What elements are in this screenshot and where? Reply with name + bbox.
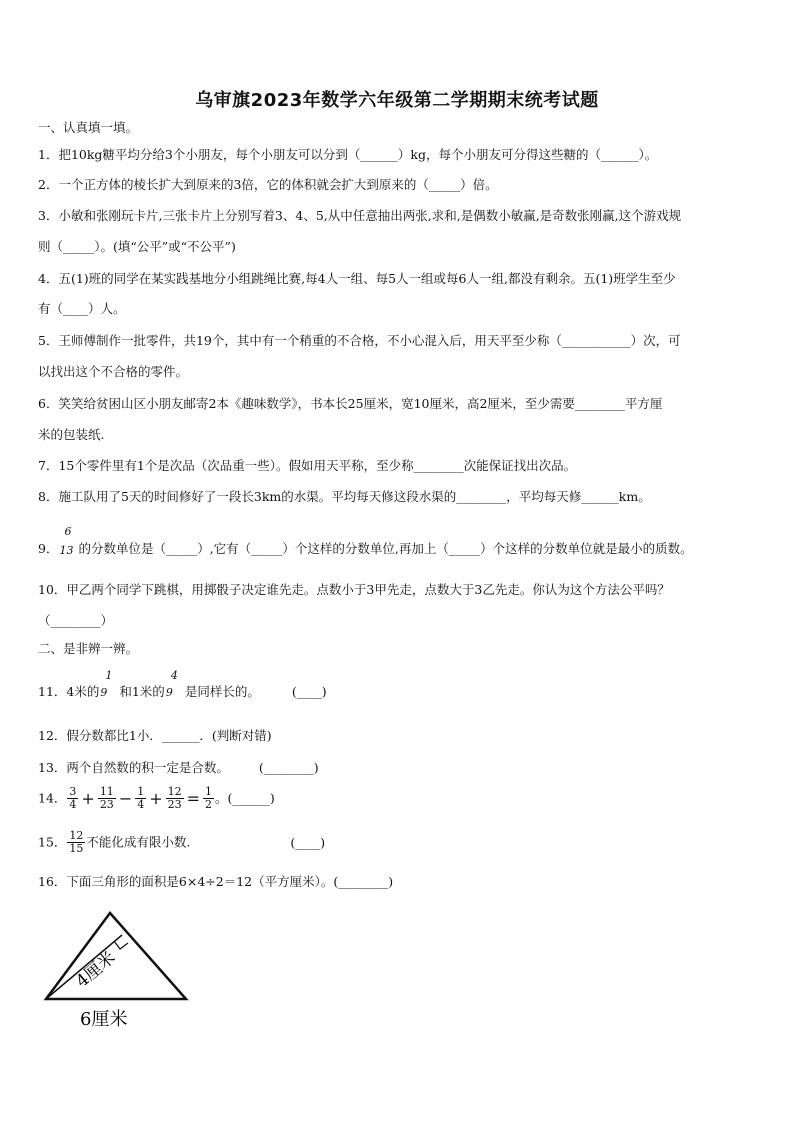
operator-sign: +: [81, 788, 95, 808]
fraction-term: [98, 786, 116, 811]
answer-blank[interactable]: 。(______): [215, 790, 275, 806]
question-text: 13．两个自然数的积一定是合数。: [38, 760, 229, 775]
answer-blank[interactable]: (____): [291, 684, 327, 699]
fraction-denominator: 9: [165, 686, 173, 699]
question-6-line-2: 米的包装纸.: [38, 427, 105, 442]
right-angle-marker: [114, 941, 128, 949]
question-number: 9．: [38, 541, 59, 556]
page-title: 乌审旗2023年数学六年级第二学期期末统考试题: [195, 90, 599, 111]
fraction-expression: [66, 785, 215, 811]
fraction-numerator: 11: [99, 785, 114, 798]
question-12: 12．假分数都比1小．______．(判断对错): [38, 728, 272, 743]
triangle-shape: [46, 913, 186, 999]
question-text: 11．4米的: [38, 684, 100, 699]
question-text: 不能化成有限小数.: [86, 834, 191, 850]
fraction-4-9: [165, 671, 185, 701]
fraction-numerator: 1: [205, 785, 213, 798]
fraction-denominator: 9: [100, 686, 108, 699]
operator-sign: +: [149, 788, 163, 808]
fraction-denominator: 4: [69, 798, 77, 811]
question-text: 是同样长的。: [184, 684, 260, 699]
triangle-figure: [36, 908, 196, 1033]
operator-sign: −: [118, 788, 133, 808]
question-4-line-2: 有（____）人。: [38, 301, 126, 316]
fraction-denominator: 2: [205, 798, 213, 811]
fraction-term: [135, 786, 146, 811]
question-14: [38, 786, 275, 811]
fraction-numerator: 4: [170, 669, 178, 682]
base-label: 6厘米: [80, 1009, 128, 1030]
question-3-line-1: 3．小敏和张刚玩卡片,三张卡片上分别写着3、4、5,从中任意抽出两张,求和,是偶数小敏赢,是奇数张刚赢,这个游戏规: [38, 208, 682, 223]
fraction-denominator: 23: [99, 798, 114, 811]
question-4-line-1: 4．五(1)班的同学在某实践基地分小组跳绳比赛,每4人一组、每5人一组或每6人一组,都没有剩余。五(1)班学生至少: [38, 271, 676, 286]
question-text: 和1米的: [119, 684, 165, 699]
answer-blank[interactable]: (____): [290, 834, 326, 850]
section-heading-1: 一、认真填一填。: [38, 120, 139, 135]
fraction-6-13: [58, 527, 78, 557]
question-2: 2．一个正方体的棱长扩大到原来的3倍，它的体积就会扩大到原来的（_____）倍。: [38, 177, 498, 192]
fraction-numerator: 12: [69, 829, 84, 842]
fraction-numerator: 12: [167, 785, 182, 798]
height-label: 4厘米: [72, 947, 120, 992]
question-1: 1．把10kg糖平均分给3个小朋友，每个小朋友可以分到（______）kg，每个小朋友可分得这些糖的（______）。: [38, 147, 658, 162]
answer-blank[interactable]: (________): [258, 760, 319, 775]
fraction-denominator: 15: [69, 842, 84, 855]
fraction-numerator: 1: [137, 785, 145, 798]
operator-sign: =: [186, 788, 201, 808]
question-5-line-2: 以找出这个不合格的零件。: [38, 364, 189, 379]
fraction-denominator: 13: [59, 544, 74, 557]
question-5-line-1: 5．王师傅制作一批零件，共19个，其中有一个稍重的不合格，不小心混入后，用天平至少称（___________）次，可: [38, 333, 681, 348]
fraction-term: [166, 786, 184, 811]
question-number: 14．: [38, 790, 67, 806]
fraction-numerator: 6: [64, 525, 72, 538]
question-8: 8．施工队用了5天的时间修好了一段长3km的水渠。平均每天修这段水渠的________，平均每天修______km。: [38, 489, 651, 504]
question-11: [38, 671, 327, 701]
section-heading-2: 二、是非辨一辨。: [38, 641, 139, 656]
fraction-12-15: [67, 830, 85, 855]
fraction-denominator: 23: [167, 798, 182, 811]
question-9: [38, 527, 693, 558]
fraction-numerator: 1: [105, 669, 113, 682]
question-7: 7．15个零件里有1个是次品（次品重一些）。假如用天平称，至少称________次能保证找出次品。: [38, 458, 577, 473]
question-10-line-1: 10．甲乙两个同学下跳棋，用掷骰子决定谁先走。点数小于3甲先走，点数大于3乙先走。你认为这个方法公平吗？: [38, 582, 670, 597]
fraction-denominator: 4: [137, 798, 145, 811]
fraction-term: [67, 786, 78, 811]
fraction-1-9: [99, 671, 119, 701]
fraction-term: [203, 786, 214, 811]
question-13: [38, 759, 319, 777]
question-3-line-2: 则（_____）。(填“公平”或“不公平”): [38, 239, 236, 254]
question-16: 16．下面三角形的面积是6×4÷2＝12（平方厘米）。(________): [38, 874, 394, 889]
fraction-numerator: 3: [69, 785, 77, 798]
question-10-line-2: （________）: [38, 613, 114, 628]
question-6-line-1: 6．笑笑给贫困山区小朋友邮寄2本《趣味数学》，书本长25厘米，宽10厘米，高2厘米，至少需要________平方厘: [38, 396, 663, 411]
question-15: [38, 830, 325, 855]
question-number: 15．: [38, 834, 67, 850]
question-text: 的分数单位是（_____）,它有（_____）个这样的分数单位,再加上（_____）个这样的分数单位就是最小的质数。: [78, 541, 693, 556]
